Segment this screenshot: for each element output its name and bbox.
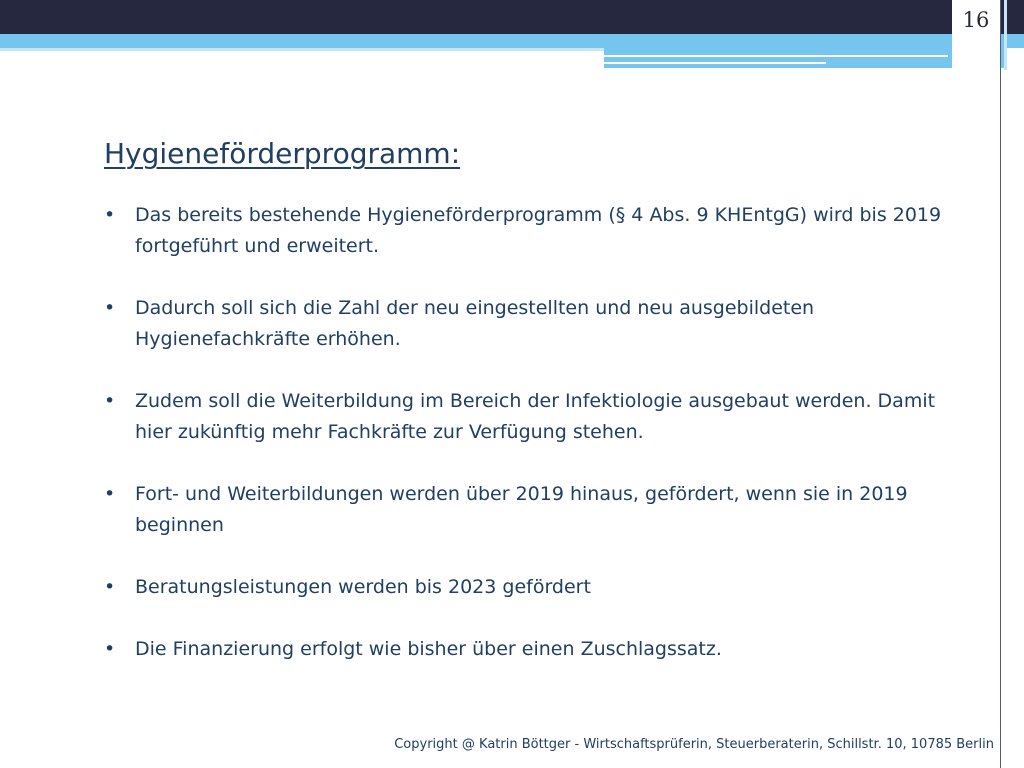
bullet-text: Dadurch soll sich die Zahl der neu eingestellten und neu ausgebildeten Hygienefachkräfte erhöhen.: [135, 297, 815, 350]
bullet-item: [104, 572, 954, 603]
header-band-dark: [0, 0, 1024, 34]
vertical-divider-accent: [1004, 0, 1007, 70]
bullet-item: [104, 479, 954, 541]
slide-title: Hygieneförderprogramm:: [104, 137, 461, 170]
page-number: 16: [962, 8, 990, 32]
bullet-icon: •: [104, 483, 116, 505]
bullet-item: [104, 293, 954, 355]
header-band-thin: [0, 48, 604, 51]
footer-copyright: Copyright @ Katrin Böttger - Wirtschaftsprüferin, Steuerberaterin, Schillstr. 10, 10785 Berlin: [394, 737, 994, 752]
bullet-text: Das bereits bestehende Hygieneförderprogramm (§ 4 Abs. 9 KHEntgG) wird bis 2019 fortgeführt und erweitert.: [135, 204, 942, 257]
bullet-text: Die Finanzierung erfolgt wie bisher über einen Zuschlagssatz.: [135, 638, 722, 660]
header-stripe: [604, 55, 948, 57]
bullet-icon: •: [104, 204, 116, 226]
header-band-right: [604, 48, 1004, 68]
vertical-divider: [1000, 0, 1001, 768]
bullet-list: [104, 200, 954, 696]
bullet-item: [104, 386, 954, 448]
bullet-item: [104, 200, 954, 262]
bullet-text: Zudem soll die Weiterbildung im Bereich der Infektiologie ausgebaut werden. Damit hier zukünftig mehr Fachkräfte zur Verfügung stehen.: [135, 390, 936, 443]
bullet-icon: •: [104, 297, 116, 319]
bullet-text: Fort- und Weiterbildungen werden über 2019 hinaus, gefördert, wenn sie in 2019 beginnen: [135, 483, 908, 536]
bullet-text: Beratungsleistungen werden bis 2023 gefördert: [135, 576, 591, 598]
bullet-icon: •: [104, 638, 116, 660]
bullet-item: [104, 634, 954, 665]
header-band-light: [0, 34, 1024, 48]
header-stripe: [604, 62, 826, 64]
bullet-icon: •: [104, 576, 116, 598]
bullet-icon: •: [104, 390, 116, 412]
